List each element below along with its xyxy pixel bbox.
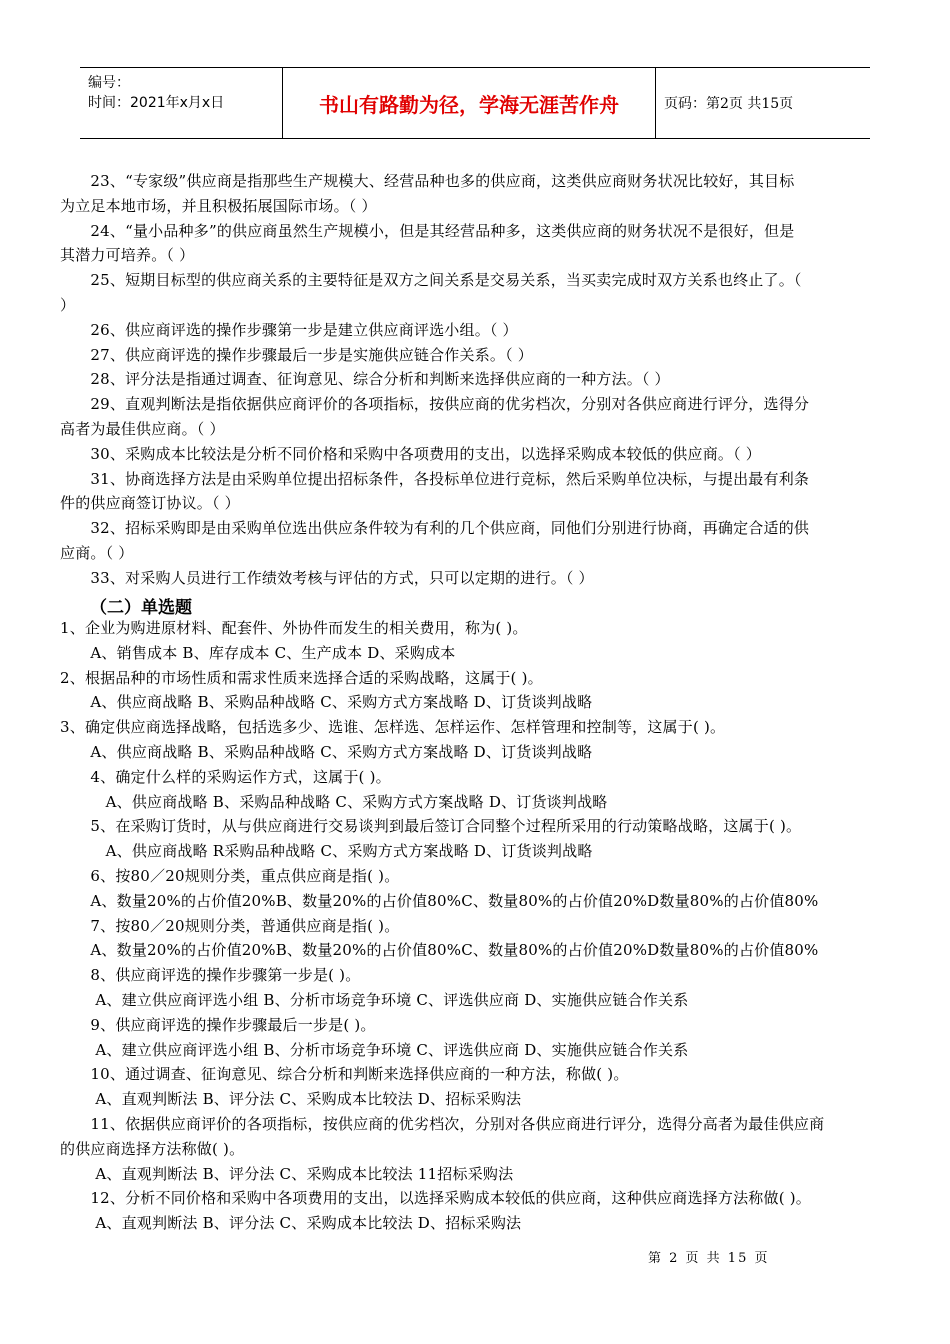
header-page-info: 页码：第2页 共15页 [664,96,794,112]
question-line: A、销售成本 B、库存成本 C、生产成本 D、采购成本 [60,643,456,662]
question-line: 2、根据品种的市场性质和需求性质来选择合适的采购战略，这属于( )。 [60,668,543,687]
question-line: 应商。（ ） [60,544,134,562]
question-line: 28、评分法是指通过调查、征询意见、综合分析和判断来选择供应商的一种方法。（ ） [60,370,670,389]
question-line: 9、供应商评选的操作步骤最后一步是( )。 [60,1015,376,1034]
question-line: 27、供应商评选的操作步骤最后一步是实施供应链合作关系。（ ） [60,345,533,364]
question-line: 5、在采购订货时，从与供应商进行交易谈判到最后签订合同整个过程所采用的行动策略战略，这属于( )。 [60,817,802,836]
number-label: 编号： [88,75,130,91]
date-label: 时间：2021年x月x日 [88,95,225,111]
question-line: A、供应商战略 B、采购品种战略 C、采购方式方案战略 D、订货谈判战略 [60,693,593,712]
question-line: A、数量20%的占价值20%B、数量20%的占价值80%C、数量80%的占价值20%D数量80%的占价值80% [60,891,819,910]
question-line: 11、依据供应商评价的各项指标，按供应商的优劣档次，分别对各供应商进行评分，选得分高者为最佳供应商 [60,1115,825,1133]
header-motto: 书山有路勤为径，学海无涯苦作舟 [283,68,656,138]
question-line: 件的供应商签订协议。（ ） [60,494,240,513]
question-line: 33、对采购人员进行工作绩效考核与评估的方式，只可以定期的进行。（ ） [60,568,594,587]
question-line: A、建立供应商评选小组 B、分析市场竞争环境 C、评选供应商 D、实施供应链合作关系 [60,991,689,1009]
question-line: 12、分析不同价格和采购中各项费用的支出，以选择采购成本较低的供应商，这种供应商选择方法称做( )。 [60,1189,811,1208]
question-line: 1、企业为购进原材料、配套件、外协件而发生的相关费用，称为( )。 [60,619,528,637]
question-line: 31、协商选择方法是由采购单位提出招标条件，各投标单位进行竞标，然后采购单位决标，与提出最有利条 [60,469,810,488]
question-line: A、直观判断法 B、评分法 C、采购成本比较法 D、招标采购法 [60,1214,522,1233]
question-line: A、直观判断法 B、评分法 C、采购成本比较法 D、招标采购法 [60,1090,522,1109]
page-footer: 第 2 页 共 15 页 [648,1251,770,1266]
question-line: 30、采购成本比较法是分析不同价格和采购中各项费用的支出，以选择采购成本较低的供应商。（ ） [60,444,761,463]
question-line: 10、通过调查、征询意见、综合分析和判断来选择供应商的一种方法，称做( )。 [60,1065,629,1084]
question-line: 的供应商选择方法称做( )。 [60,1139,245,1158]
question-line: A、供应商战略 B、采购品种战略 C、采购方式方案战略 D、订货谈判战略 [60,743,593,761]
question-line: ） [60,296,76,314]
section-title: （二）单选题 [90,598,192,618]
question-line: 6、按80／20规则分类，重点供应商是指( )。 [60,867,400,885]
question-line: 26、供应商评选的操作步骤第一步是建立供应商评选小组。（ ） [60,320,518,339]
question-line: A、数量20%的占价值20%B、数量20%的占价值80%C、数量80%的占价值20%D数量80%的占价值80% [60,941,819,960]
question-line: A、供应商战略 B、采购品种战略 C、采购方式方案战略 D、订货谈判战略 [60,792,608,811]
page-header [80,67,870,139]
question-line: 29、直观判断法是指依据供应商评价的各项指标，按供应商的优劣档次，分别对各供应商进行评分，选得分 [60,395,810,414]
question-line: 高者为最佳供应商。（ ） [60,420,225,438]
question-line: A、供应商战略 R采购品种战略 C、采购方式方案战略 D、订货谈判战略 [60,842,593,861]
question-line: 24、“量小品种多”的供应商虽然生产规模小，但是其经营品种多，这类供应商的财务状况不是很好，但是 [60,221,795,240]
header-meta [80,68,283,138]
question-line: 7、按80／20规则分类，普通供应商是指( )。 [60,916,400,935]
question-line: 为立足本地市场，并且积极拓展国际市场。（ ） [60,196,377,215]
question-line: 8、供应商评选的操作步骤第一步是( )。 [60,966,361,985]
question-line: 25、短期目标型的供应商关系的主要特征是双方之间关系是交易关系，当买卖完成时双方关系也终止了。（ [60,271,802,290]
question-line: 3、确定供应商选择战略，包括选多少、选谁、怎样选、怎样运作、怎样管理和控制等，这属于( )。 [60,718,726,737]
question-line: A、直观判断法 B、评分法 C、采购成本比较法 11招标采购法 [60,1164,514,1183]
question-line: 4、确定什么样的采购运作方式，这属于( )。 [60,767,391,786]
question-line: 其潜力可培养。（ ） [60,246,195,265]
question-line: 32、招标采购即是由采购单位选出供应条件较为有利的几个供应商，同他们分别进行协商，再确定合适的供 [60,519,810,538]
question-line: 23、“专家级”供应商是指那些生产规模大、经营品种也多的供应商，这类供应商财务状况比较好，其目标 [60,172,795,190]
question-line: A、建立供应商评选小组 B、分析市场竞争环境 C、评选供应商 D、实施供应链合作关系 [60,1040,689,1059]
